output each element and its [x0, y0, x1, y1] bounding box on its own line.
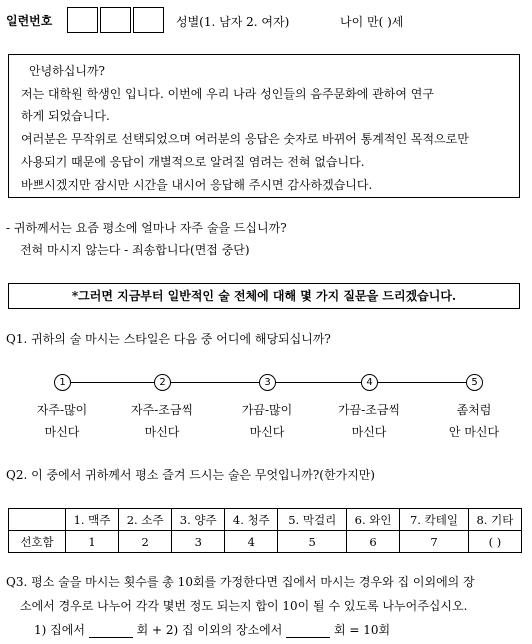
q3-question-line2: 소에서 경우로 나누어 각각 몇번 정도 되는지 합이 10이 될 수 있도록 나누어주십시오.: [20, 599, 468, 613]
intro-line: 안녕하십니까?: [29, 64, 105, 78]
q2-question: Q2. 이 중에서 귀하께서 평소 즐겨 드시는 술은 무엇입니까?(한가지만): [6, 468, 375, 482]
q3-outside-blank[interactable]: [286, 625, 330, 638]
q3-answer-line: [34, 621, 390, 638]
q3-home-blank[interactable]: [89, 625, 133, 638]
preference-table: [8, 508, 522, 553]
intro-line: 사용되기 때문에 응답이 개별적으로 알려질 염려는 전혀 없습니다.: [21, 155, 365, 169]
q3-total-label: 회 = 10회: [334, 623, 391, 637]
option-5-radio[interactable]: 5: [466, 374, 483, 391]
option-2-radio[interactable]: 2: [154, 374, 171, 391]
option-4-label: 가끔-조금씩: [337, 403, 400, 417]
row-label-cell: 선호함: [9, 531, 66, 553]
option-2-sublabel: 마신다: [144, 425, 180, 439]
intro-line: 저는 대학원 학생인 입니다. 이번에 우리 나라 성인들의 음주문화에 관하여 연구: [21, 87, 434, 101]
section-banner: *그러면 지금부터 일반적인 술 전체에 대해 몇 가지 질문을 드리겠습니다.: [8, 283, 520, 309]
intro-box: [8, 54, 520, 198]
table-header-cell: [9, 509, 66, 531]
q0-answer[interactable]: 전혀 마시지 않는다 - 죄송합니다(면접 중단): [20, 243, 250, 257]
table-header-cell: 8. 기타: [468, 509, 521, 531]
table-header-cell: 2. 소주: [119, 509, 172, 531]
q0-question: - 귀하께서는 요즘 평소에 얼마나 자주 술을 드십니까?: [6, 221, 287, 235]
choice-cell[interactable]: 3: [172, 531, 225, 553]
gender-field[interactable]: 성별(1. 남자 2. 여자): [176, 15, 290, 29]
option-5-label: 좀처럼: [456, 403, 492, 417]
intro-line: 바쁘시겠지만 잠시만 시간을 내시어 응답해 주시면 감사하겠습니다.: [21, 178, 373, 192]
choice-cell[interactable]: 7: [400, 531, 469, 553]
serial-cell[interactable]: [133, 7, 164, 33]
choice-cell[interactable]: 4: [225, 531, 278, 553]
serial-cell[interactable]: [100, 7, 131, 33]
choice-cell[interactable]: ( ): [468, 531, 521, 553]
choice-cell[interactable]: 5: [278, 531, 347, 553]
table-header-row: [9, 509, 522, 531]
option-3-label: 가끔-많이: [241, 403, 293, 417]
choice-cell[interactable]: 2: [119, 531, 172, 553]
serial-number-label: 일련번호: [6, 14, 53, 28]
table-header-cell: 4. 청주: [225, 509, 278, 531]
option-5-sublabel: 안 마신다: [448, 425, 500, 439]
option-2-label: 자주-조금씩: [130, 403, 193, 417]
q3-home-label: 1) 집에서: [34, 623, 85, 637]
serial-number-boxes[interactable]: [67, 7, 166, 33]
option-1-sublabel: 마신다: [44, 425, 80, 439]
table-header-cell: 7. 칵테일: [400, 509, 469, 531]
serial-cell[interactable]: [67, 7, 98, 33]
option-4-radio[interactable]: 4: [361, 374, 378, 391]
intro-line: 하게 되었습니다.: [21, 109, 110, 123]
q1-question: Q1. 귀하의 술 마시는 스타일은 다음 중 어디에 해당되십니까?: [6, 332, 331, 346]
option-4-sublabel: 마신다: [351, 425, 387, 439]
choice-cell[interactable]: 1: [66, 531, 119, 553]
table-header-cell: 5. 막걸리: [278, 509, 347, 531]
option-1-radio[interactable]: 1: [54, 374, 71, 391]
choice-cell[interactable]: 6: [347, 531, 400, 553]
table-header-cell: 3. 양주: [172, 509, 225, 531]
q3-outside-label: 회 + 2) 집 이외의 장소에서: [136, 623, 283, 637]
option-1-label: 자주-많이: [36, 403, 88, 417]
q3-question-line1: Q3. 평소 술을 마시는 횟수를 총 10회를 가정한다면 집에서 마시는 경우와 집 이외에의 장: [6, 575, 475, 589]
table-row: [9, 531, 522, 553]
table-header-cell: 6. 와인: [347, 509, 400, 531]
option-3-radio[interactable]: 3: [259, 374, 276, 391]
age-field[interactable]: 나이 만( )세: [340, 15, 404, 29]
option-3-sublabel: 마신다: [249, 425, 285, 439]
intro-line: 여러분은 무작위로 선택되었으며 여러분의 응답은 숫자로 바뀌어 통계적인 목적으로만: [21, 132, 469, 146]
table-header-cell: 1. 맥주: [66, 509, 119, 531]
